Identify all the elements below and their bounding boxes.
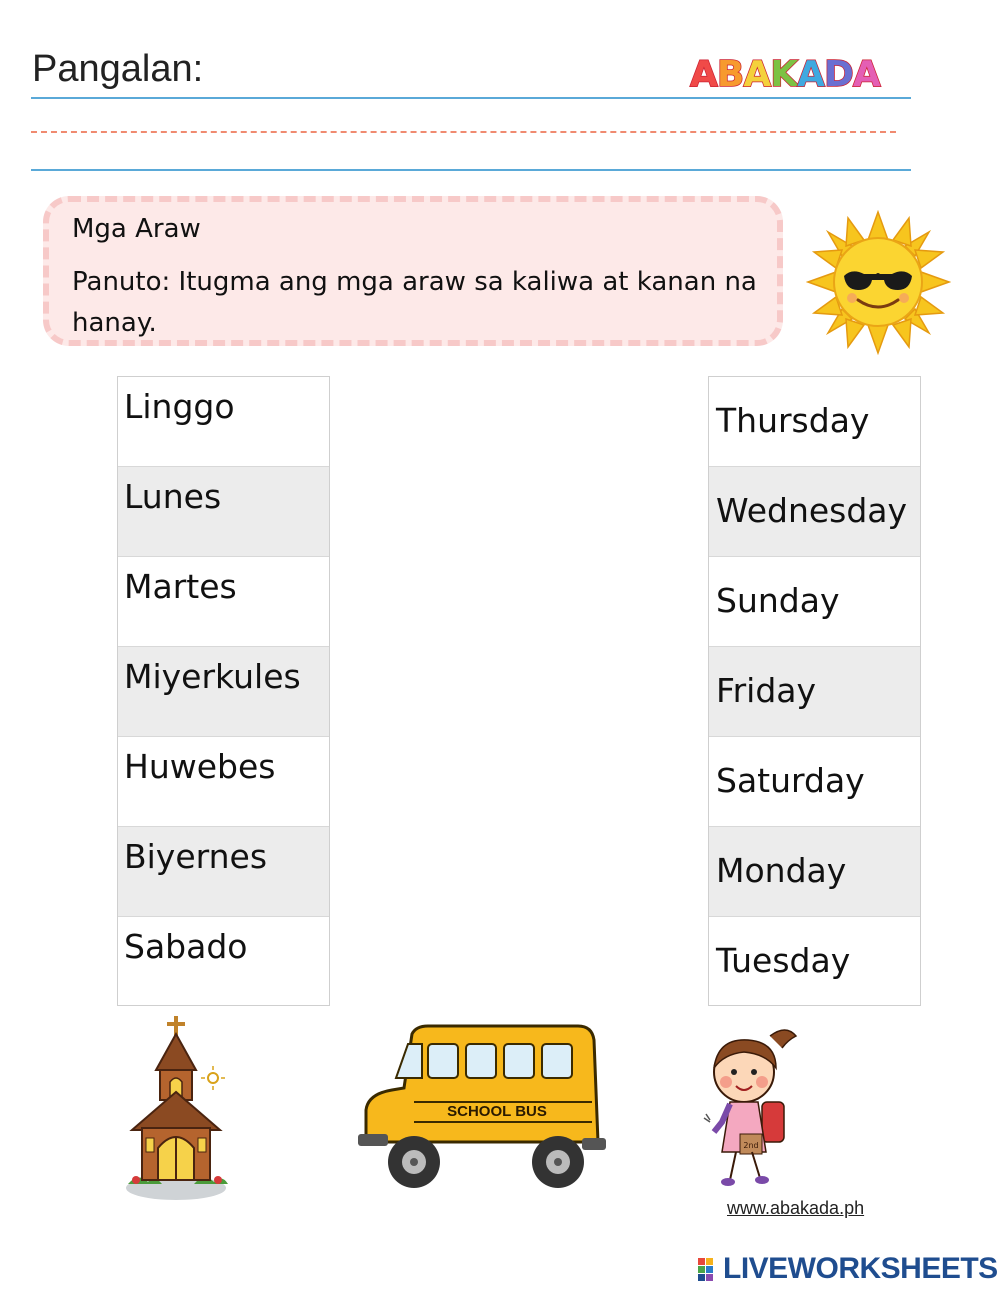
- bag-label: 2nd: [743, 1141, 759, 1150]
- filipino-day-label: Linggo: [124, 387, 235, 426]
- english-day-label: Wednesday: [716, 491, 908, 530]
- name-label: Pangalan:: [32, 48, 204, 90]
- abakada-logo: [690, 54, 880, 95]
- english-day-cell[interactable]: [709, 827, 920, 917]
- english-day-label: Monday: [716, 851, 847, 890]
- liveworksheets-logo-icon: [697, 1257, 721, 1283]
- filipino-day-cell[interactable]: [118, 737, 329, 827]
- logo-letter: D: [823, 54, 853, 95]
- english-day-label: Friday: [716, 671, 817, 710]
- filipino-day-cell[interactable]: [118, 647, 329, 737]
- filipino-day-label: Huwebes: [124, 747, 276, 786]
- sun-sunglasses-icon: [806, 210, 951, 355]
- english-day-cell[interactable]: [709, 557, 920, 647]
- school-bus-icon: [352, 1022, 610, 1194]
- bus-label: SCHOOL BUS: [447, 1103, 547, 1120]
- english-day-label: Saturday: [716, 761, 865, 800]
- liveworksheets-brand: LIVEWORKSHEETS: [723, 1252, 998, 1285]
- english-day-cell[interactable]: [709, 737, 920, 827]
- logo-letter: B: [716, 54, 744, 95]
- logo-letter: A: [690, 54, 717, 95]
- instruction-text: Panuto: Itugma ang mga araw sa kaliwa at kanan na hanay.: [72, 267, 757, 338]
- name-guide-dashed-line: [31, 131, 896, 133]
- logo-letter: A: [743, 54, 771, 95]
- english-day-cell[interactable]: [709, 647, 920, 737]
- english-day-label: Tuesday: [716, 941, 851, 980]
- filipino-day-label: Martes: [124, 567, 237, 606]
- english-day-label: Thursday: [716, 401, 870, 440]
- abakada-site-link[interactable]: www.abakada.ph: [727, 1198, 865, 1218]
- name-line-bottom: [31, 169, 911, 171]
- name-line[interactable]: [31, 97, 911, 99]
- filipino-days-column: [117, 376, 330, 1006]
- logo-letter: K: [770, 54, 798, 95]
- filipino-day-cell[interactable]: [118, 827, 329, 917]
- instruction-title: Mga Araw: [72, 214, 201, 244]
- filipino-day-cell[interactable]: [118, 557, 329, 647]
- filipino-day-cell[interactable]: [118, 917, 329, 1007]
- english-days-column: [708, 376, 921, 1006]
- filipino-day-label: Sabado: [124, 927, 248, 966]
- filipino-day-label: Miyerkules: [124, 657, 301, 696]
- english-day-cell[interactable]: [709, 467, 920, 557]
- filipino-day-label: Lunes: [124, 477, 222, 516]
- girl-student-icon: [700, 1022, 810, 1190]
- filipino-day-cell[interactable]: [118, 377, 329, 467]
- filipino-day-label: Biyernes: [124, 837, 268, 876]
- english-day-cell[interactable]: [709, 377, 920, 467]
- logo-letter: A: [797, 54, 824, 95]
- church-icon: [118, 1012, 236, 1204]
- english-day-label: Sunday: [716, 581, 840, 620]
- english-day-cell[interactable]: [709, 917, 920, 1007]
- filipino-day-cell[interactable]: [118, 467, 329, 557]
- logo-letter: A: [852, 54, 880, 95]
